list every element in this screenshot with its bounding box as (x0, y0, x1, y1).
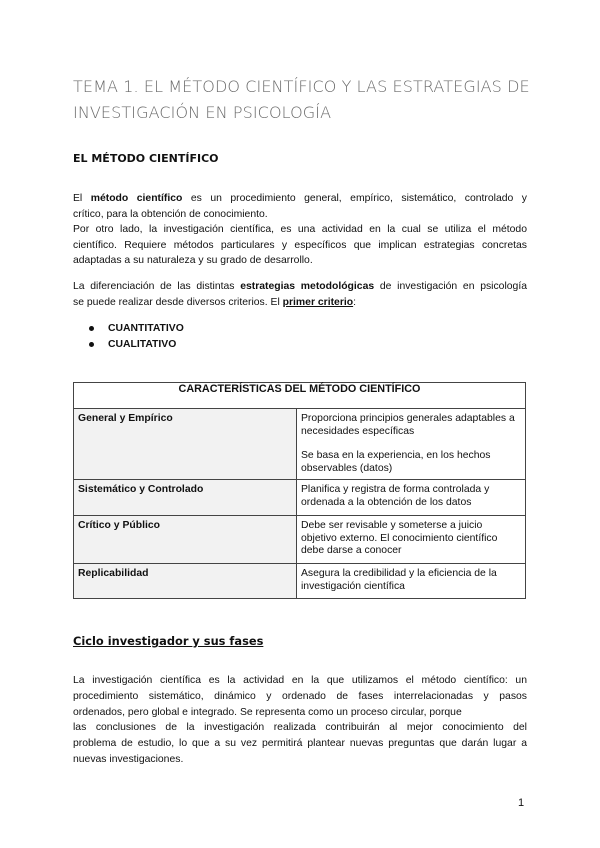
table-header-row (74, 383, 526, 409)
cycle-paragraph (73, 673, 527, 768)
list-item (89, 321, 184, 337)
table-row (74, 516, 526, 564)
criteria-list (89, 321, 184, 353)
row-label: Sistemático y Controlado (74, 480, 297, 516)
intro-line-1 (73, 191, 527, 207)
page-number: 1 (518, 797, 525, 809)
cycle-line-2: procedimiento sistemático, dinámico y ordenado de fases interrelacionadas y pasos (73, 690, 527, 702)
cycle-line-6: nuevas investigaciones. (73, 753, 184, 765)
row-description (297, 564, 526, 599)
list-item-label: CUALITATIVO (108, 338, 177, 350)
row-description (297, 409, 526, 480)
intro-line-5: adaptadas a su naturaleza y su grado de desarrollo. (73, 255, 313, 267)
row-description-text: Debe ser revisable y someterse a juicio objetivo externo. El conocimiento científico debe darse a conocer (301, 520, 498, 556)
row-label: Crítico y Público (74, 516, 297, 564)
cycle-line-1: La investigación científica es la actividad en la que utilizamos el método científico: un (73, 675, 527, 686)
strategies-paragraph (73, 279, 527, 310)
row-description (297, 516, 526, 564)
section-heading: EL MÉTODO CIENTÍFICO (73, 152, 219, 165)
row-description-text: Planifica y registra de forma controlada y ordenada a la obtención de los datos (301, 484, 490, 508)
intro-line-3: Por otro lado, la investigación científica, es una actividad en la cual se utiliza el método (73, 224, 527, 236)
strategies-text: : (353, 296, 356, 308)
intro-line-4: científico. Requiere métodos particulares y específicos que implican estrategias concretas (73, 239, 527, 251)
table-row (74, 480, 526, 516)
list-item (89, 337, 184, 353)
intro-text: El (73, 193, 91, 204)
row-label: General y Empírico (74, 409, 297, 480)
row-description-text: Proporciona principios generales adaptables a necesidades específicas (301, 413, 515, 437)
cycle-line-4: las conclusiones de la investigación realizada contribuirán al mejor conocimiento del (73, 722, 527, 734)
title-line-2: INVESTIGACIÓN EN PSICOLOGÍA (73, 103, 332, 122)
strategies-line-1 (73, 279, 527, 295)
intro-text: es un procedimiento general, empírico, sistemático, controlado y (182, 193, 527, 204)
intro-line-2: crítico, para la obtención de conocimiento. (73, 208, 268, 220)
strategies-text: La diferenciación de las distintas (73, 281, 241, 292)
strategies-bold-term: estrategias metodológicas (240, 281, 375, 292)
cycle-line-5: problema de estudio, lo que a su vez permitirá plantear nuevas preguntas que darán lugar a (73, 738, 527, 750)
strategies-text: de investigación en psicología (374, 281, 527, 292)
subsection-heading: Ciclo investigador y sus fases (73, 634, 264, 648)
intro-bold-term: método científico (90, 193, 183, 204)
table-row (74, 409, 526, 480)
cycle-line-3: ordenados, pero global e integrado. Se representa como un proceso circular, porque (73, 706, 462, 718)
list-item-label: CUANTITATIVO (108, 323, 184, 334)
page-title (73, 74, 543, 126)
characteristics-table (73, 382, 526, 599)
bullet-icon (89, 326, 94, 331)
row-description (297, 480, 526, 516)
bullet-icon (89, 342, 94, 347)
table-header: CARACTERÍSTICAS DEL MÉTODO CIENTÍFICO (74, 383, 526, 409)
row-description-text: Asegura la credibilidad y la eficiencia de la investigación científica (301, 568, 497, 592)
strategies-line-2 (73, 295, 527, 311)
intro-paragraph (73, 191, 527, 269)
table-row (74, 564, 526, 599)
row-label: Replicabilidad (74, 564, 297, 599)
primer-criterio-term: primer criterio (282, 296, 354, 308)
title-line-1: TEMA 1. EL MÉTODO CIENTÍFICO Y LAS ESTRATEGIAS DE (73, 77, 530, 96)
row-description-text: Se basa en la experiencia, en los hechos observables (datos) (301, 450, 491, 474)
strategies-text: se puede realizar desde diversos criterios. El (73, 296, 283, 308)
